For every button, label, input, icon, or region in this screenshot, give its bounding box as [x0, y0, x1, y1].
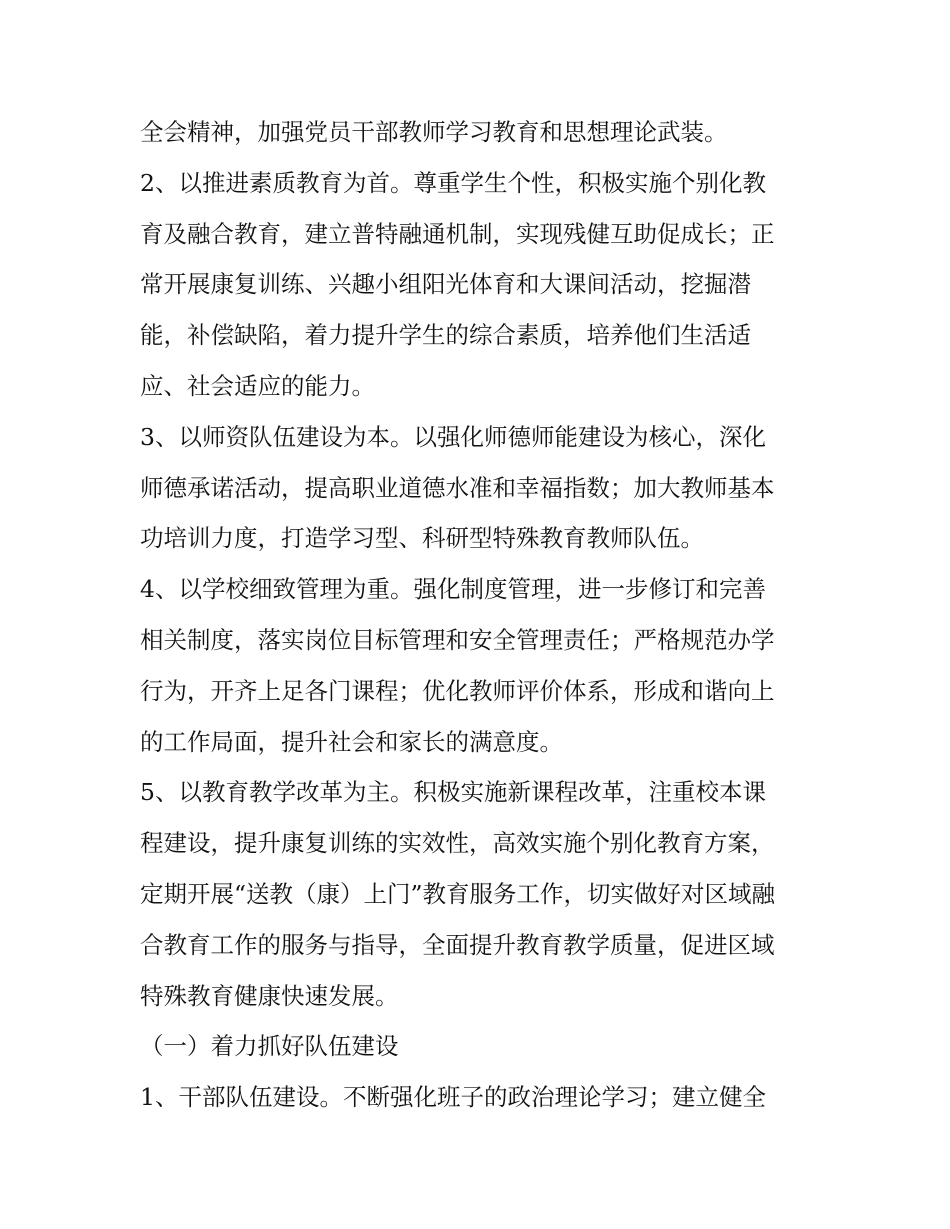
text-line: 的工作局面，提升社会和家长的满意度。 [140, 727, 563, 756]
text-line: 全会精神，加强党员干部教师学习教育和思想理论武装。 [140, 118, 728, 146]
text-line: 特殊教育健康快速发展。 [140, 981, 399, 1010]
text-line: 相关制度，落实岗位目标管理和安全管理责任；严格规范办学 [140, 625, 775, 654]
text-line: 应、社会适应的能力。 [140, 371, 375, 400]
text-line: 2、以推进素质教育为首。尊重学生个性，积极实施个别化教 [140, 168, 766, 197]
text-line: 合教育工作的服务与指导，全面提升教育教学质量，促进区域 [140, 930, 775, 959]
section-heading: （一）着力抓好队伍建设 [140, 1032, 399, 1061]
text-line: 师德承诺活动，提高职业道德水准和幸福指数；加大教师基本 [140, 473, 775, 502]
text-line: 能，补偿缺陷，着力提升学生的综合素质，培养他们生活适 [140, 321, 751, 350]
text-line: 3、以师资队伍建设为本。以强化师德师能建设为核心，深化 [140, 422, 766, 451]
text-line: 定期开展“送教（康）上门”教育服务工作，切实做好对区域融 [140, 879, 776, 908]
text-line: 程建设，提升康复训练的实效性，高效实施个别化教育方案， [140, 829, 775, 858]
text-line: 育及融合教育，建立普特融通机制，实现残健互助促成长；正 [140, 219, 775, 248]
text-line: 1、干部队伍建设。不断强化班子的政治理论学习；建立健全 [140, 1083, 766, 1112]
text-line: 4、以学校细致管理为重。强化制度管理，进一步修订和完善 [140, 575, 766, 604]
text-line: 常开展康复训练、兴趣小组阳光体育和大课间活动，挖掘潜 [140, 270, 751, 299]
text-line: 功培训力度，打造学习型、科研型特殊教育教师队伍。 [140, 524, 704, 553]
document-body [140, 107, 820, 1123]
text-line: 5、以教育教学改革为主。积极实施新课程改革，注重校本课 [140, 778, 766, 807]
text-line: 行为，开齐上足各门课程；优化教师评价体系，形成和谐向上 [140, 676, 775, 705]
